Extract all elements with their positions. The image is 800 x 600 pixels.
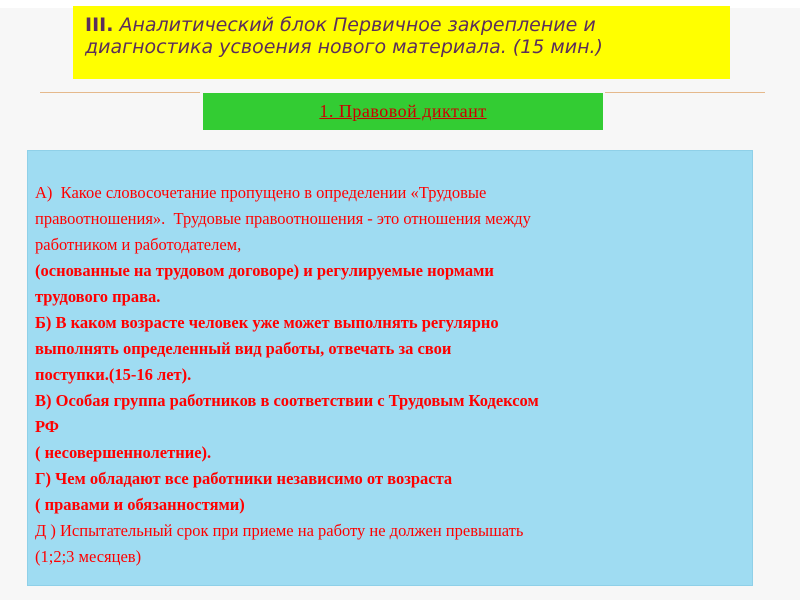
title-text: Аналитический блок Первичное закрепление и диагностика усвоения нового материала. (15 мин.) (85, 14, 603, 58)
content-line: (1;2;3 месяцев) (35, 547, 142, 566)
title-numeral: III. (85, 14, 114, 36)
content-line: правоотношения». Трудовые правоотношения - это отношения между (35, 209, 531, 228)
subtitle-box (203, 93, 603, 130)
decorative-rule-right (605, 92, 765, 93)
dictation-content-box (27, 150, 753, 586)
content-line: работником и работодателем, (35, 235, 242, 254)
subtitle-label: 1. Правовой диктант (319, 101, 487, 121)
slide-title (85, 14, 725, 58)
decorative-rule-left (40, 92, 200, 93)
content-line: В) Особая группа работников в соответствии с Трудовым Кодексом (35, 391, 539, 410)
content-line: Г) Чем обладают все работники независимо от возраста (35, 469, 453, 488)
dictation-text (35, 180, 749, 570)
content-line: Б) В каком возрасте человек уже может выполнять регулярно (35, 313, 499, 332)
content-line: (основанные на трудовом договоре) и регулируемые нормами (35, 261, 494, 280)
content-line: ( правами и обязанностями) (35, 495, 245, 514)
content-line: РФ (35, 417, 59, 436)
content-line: поступки.(15-16 лет). (35, 365, 192, 384)
content-line: трудового права. (35, 287, 161, 306)
slide-title-box (73, 6, 730, 79)
content-line: выполнять определенный вид работы, отвечать за свои (35, 339, 452, 358)
content-line: А) Какое словосочетание пропущено в определении «Трудовые (35, 183, 487, 202)
content-line: ( несовершеннолетние). (35, 443, 212, 462)
content-line: Д ) Испытательный срок при приеме на работу не должен превышать (35, 521, 524, 540)
